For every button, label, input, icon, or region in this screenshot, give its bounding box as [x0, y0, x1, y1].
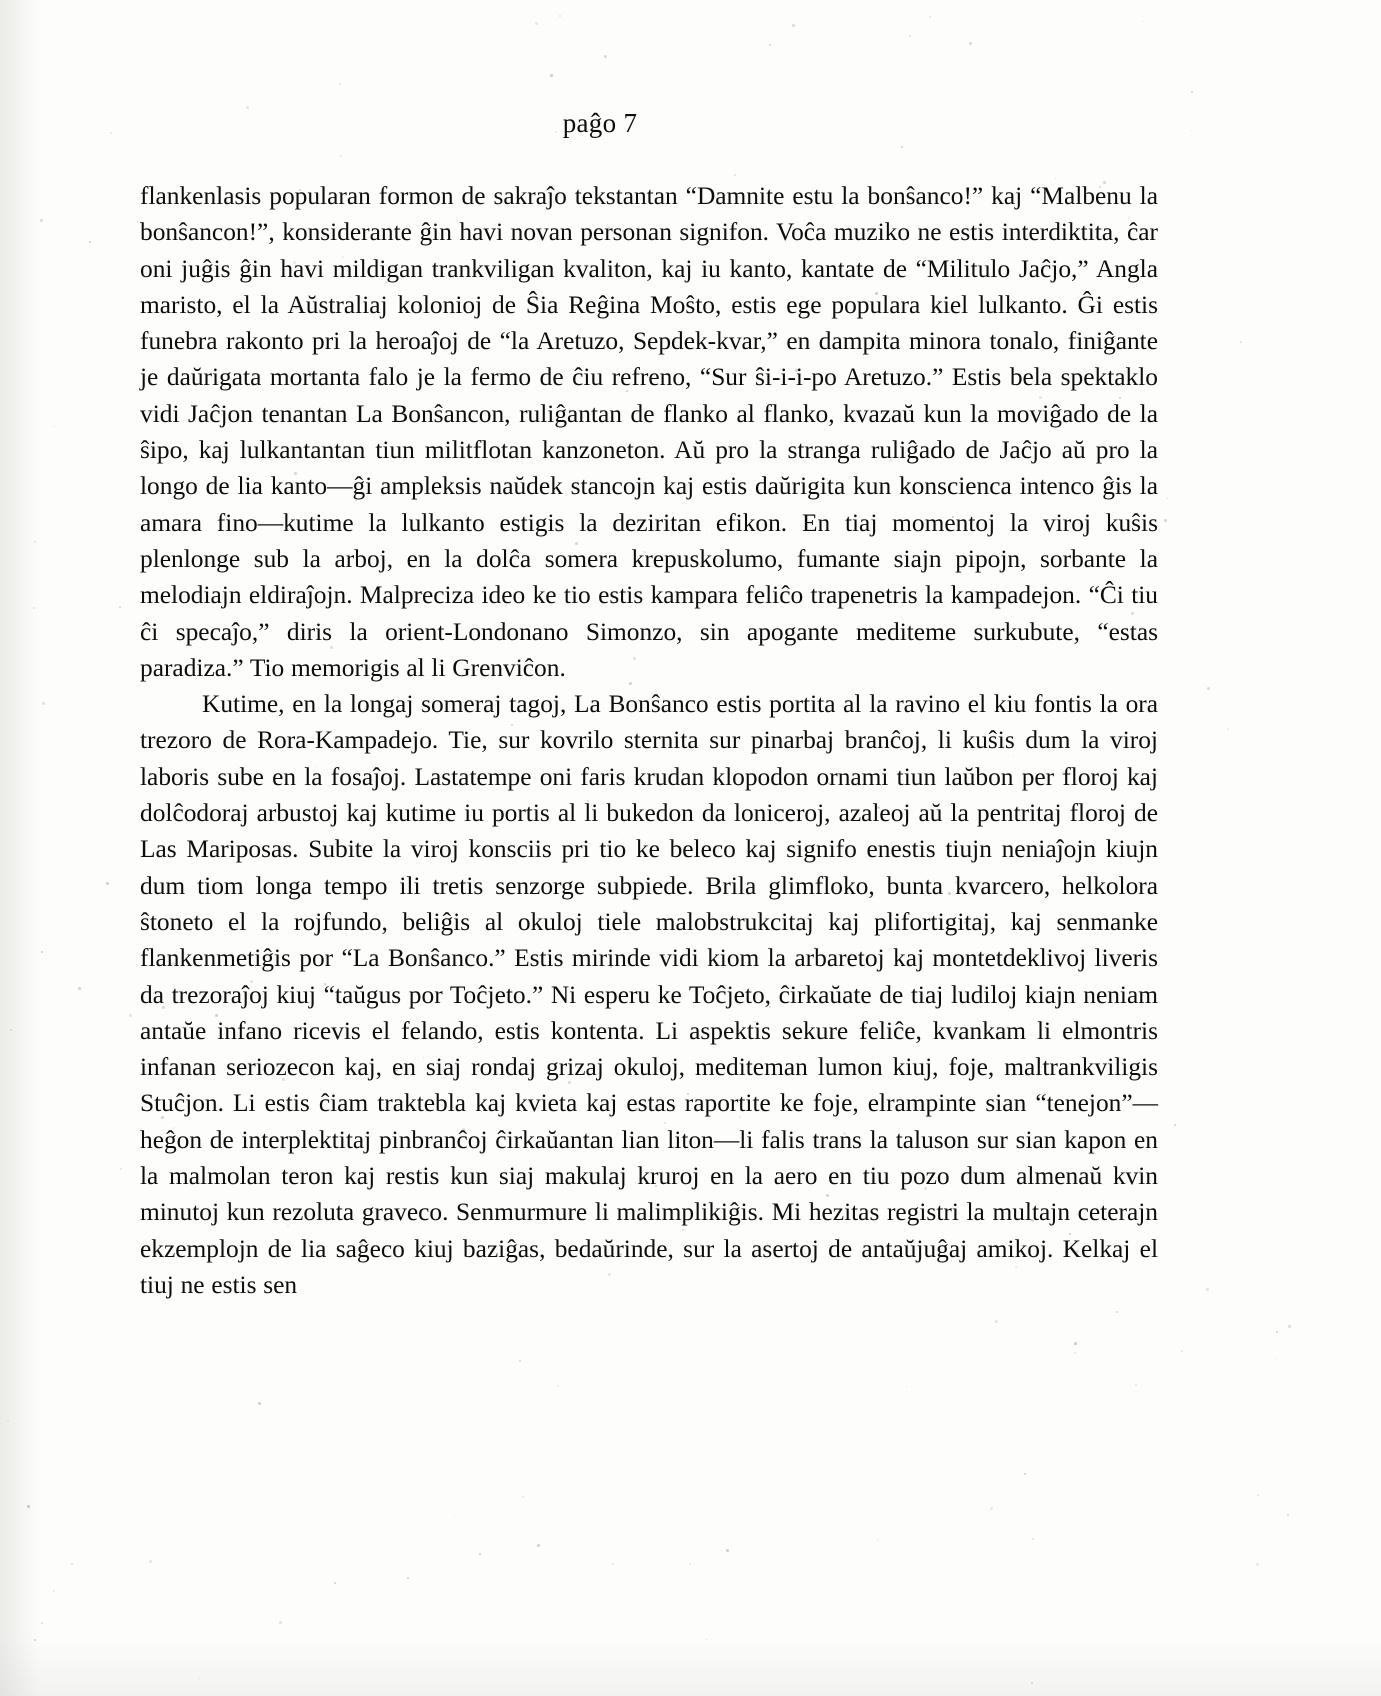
page-number: paĝo 7	[562, 108, 638, 138]
paragraph: flankenlasis popularan formon de sakraĵo tekstantan “Damnite estu la bonŝanco!” kaj “Malbenu la bonŝancon!”, konsiderante ĝin havi novan personan signifon. Voĉa muziko ne estis interdiktita, ĉar oni juĝis ĝin havi mildigan trankviligan kvaliton, kaj iu kanto, kantate de “Militulo Jaĉjo,” Angla maristo, el la Aŭstraliaj kolonioj de Ŝia Reĝina Moŝto, estis ege populara kiel lulkanto. Ĝi estis funebra rakonto pri la heroaĵoj de “la Aretuzo, Sepdek-kvar,” en dampita minora tonalo, finiĝante je daŭrigata mortanta falo je la fermo de ĉiu refreno, “Sur ŝi-i-i-po Aretuzo.” Estis bela spektaklo vidi Jaĉjon tenantan La Bonŝancon, ruliĝantan de flanko al flanko, kvazaŭ kun la moviĝado de la ŝipo, kaj lulkantantan tiun militflotan kanzoneton. Aŭ pro la stranga ruliĝado de Jaĉjo aŭ pro la longo de lia kanto—ĝi ampleksis naŭdek stancojn kaj estis daŭrigita kun konscienca intenco ĝis la amara fino—kutime la lulkanto estigis la deziritan efikon. En tiaj momentoj la viroj kuŝis plenlonge sub la arboj, en la dolĉa somera krepuskolumo, fumante siajn pipojn, sorbante la melodiajn eldiraĵojn. Malpreciza ideo ke tio estis kampara feliĉo trapenetris la kampadejon. “Ĉi tiu ĉi specaĵo,” diris la orient-Londonano Simonzo, sin apogante mediteme surkubute, “estas paradiza.” Tio memorigis al li Grenviĉon.	[140, 182, 1158, 682]
paragraph: Kutime, en la longaj someraj tagoj, La Bonŝanco estis portita al la ravino el kiu fontis la ora trezoro de Rora-Kampadejo. Tie, sur kovrilo sternita sur pinarbaj branĉoj, li kuŝis dum la viroj laboris sube en la fosaĵoj. Lastatempe oni faris krudan klopodon ornami tiun laŭbon per floroj kaj dolĉodoraj arbustoj kaj kutime iu portis al li bukedon da loniceroj, azaleoj aŭ la pentritaj floroj de Las Mariposas. Subite la viroj konsciis pri tio ke beleco kaj signifo enestis tiujn neniaĵojn kiujn dum tiom longa tempo ili tretis senzorge subpiede. Brila glimfloko, bunta kvarcero, helkolora ŝtoneto el la rojfundo, beliĝis al okuloj tiele malobstrukcitaj kaj plifortigitaj, kaj senmanke flankenmetiĝis por “La Bonŝanco.” Estis mirinde vidi kiom la arbaretoj kaj montetdeklivoj liveris da trezoraĵoj kiuj “taŭgus por Toĉjeto.” Ni esperu ke Toĉjeto, ĉirkaŭate de tiaj ludiloj kiajn neniam antaŭe infano ricevis el felando, estis kontenta. Li aspektis sekure feliĉe, kvankam li elmontris infanan seriozecon kaj, en siaj rondaj grizaj okuloj, mediteman lumon kiuj, foje, maltrankviligis Stuĉjon. Li estis ĉiam traktebla kaj kvieta kaj estas raportite ke foje, elrampinte sian “tenejon”—heĝon de interplektitaj pinbranĉoj ĉirkaŭantan lian liton—li falis trans la taluson sur sian kapon en la malmolan teron kaj restis kun siaj makulaj kruroj en la aero en tiu pozo dum almenaŭ kvin minutoj kun rezoluta graveco. Senmurmure li malimplikiĝis. Mi hezitas registri la multajn ceterajn ekzemplojn de lia saĝeco kiuj baziĝas, bedaŭrinde, sur la asertoj de antaŭjuĝaj amikoj. Kelkaj el tiuj ne estis sen	[140, 690, 1158, 1299]
page-body-text	[140, 178, 1158, 1303]
scan-binding-edge	[1319, 0, 1381, 1696]
